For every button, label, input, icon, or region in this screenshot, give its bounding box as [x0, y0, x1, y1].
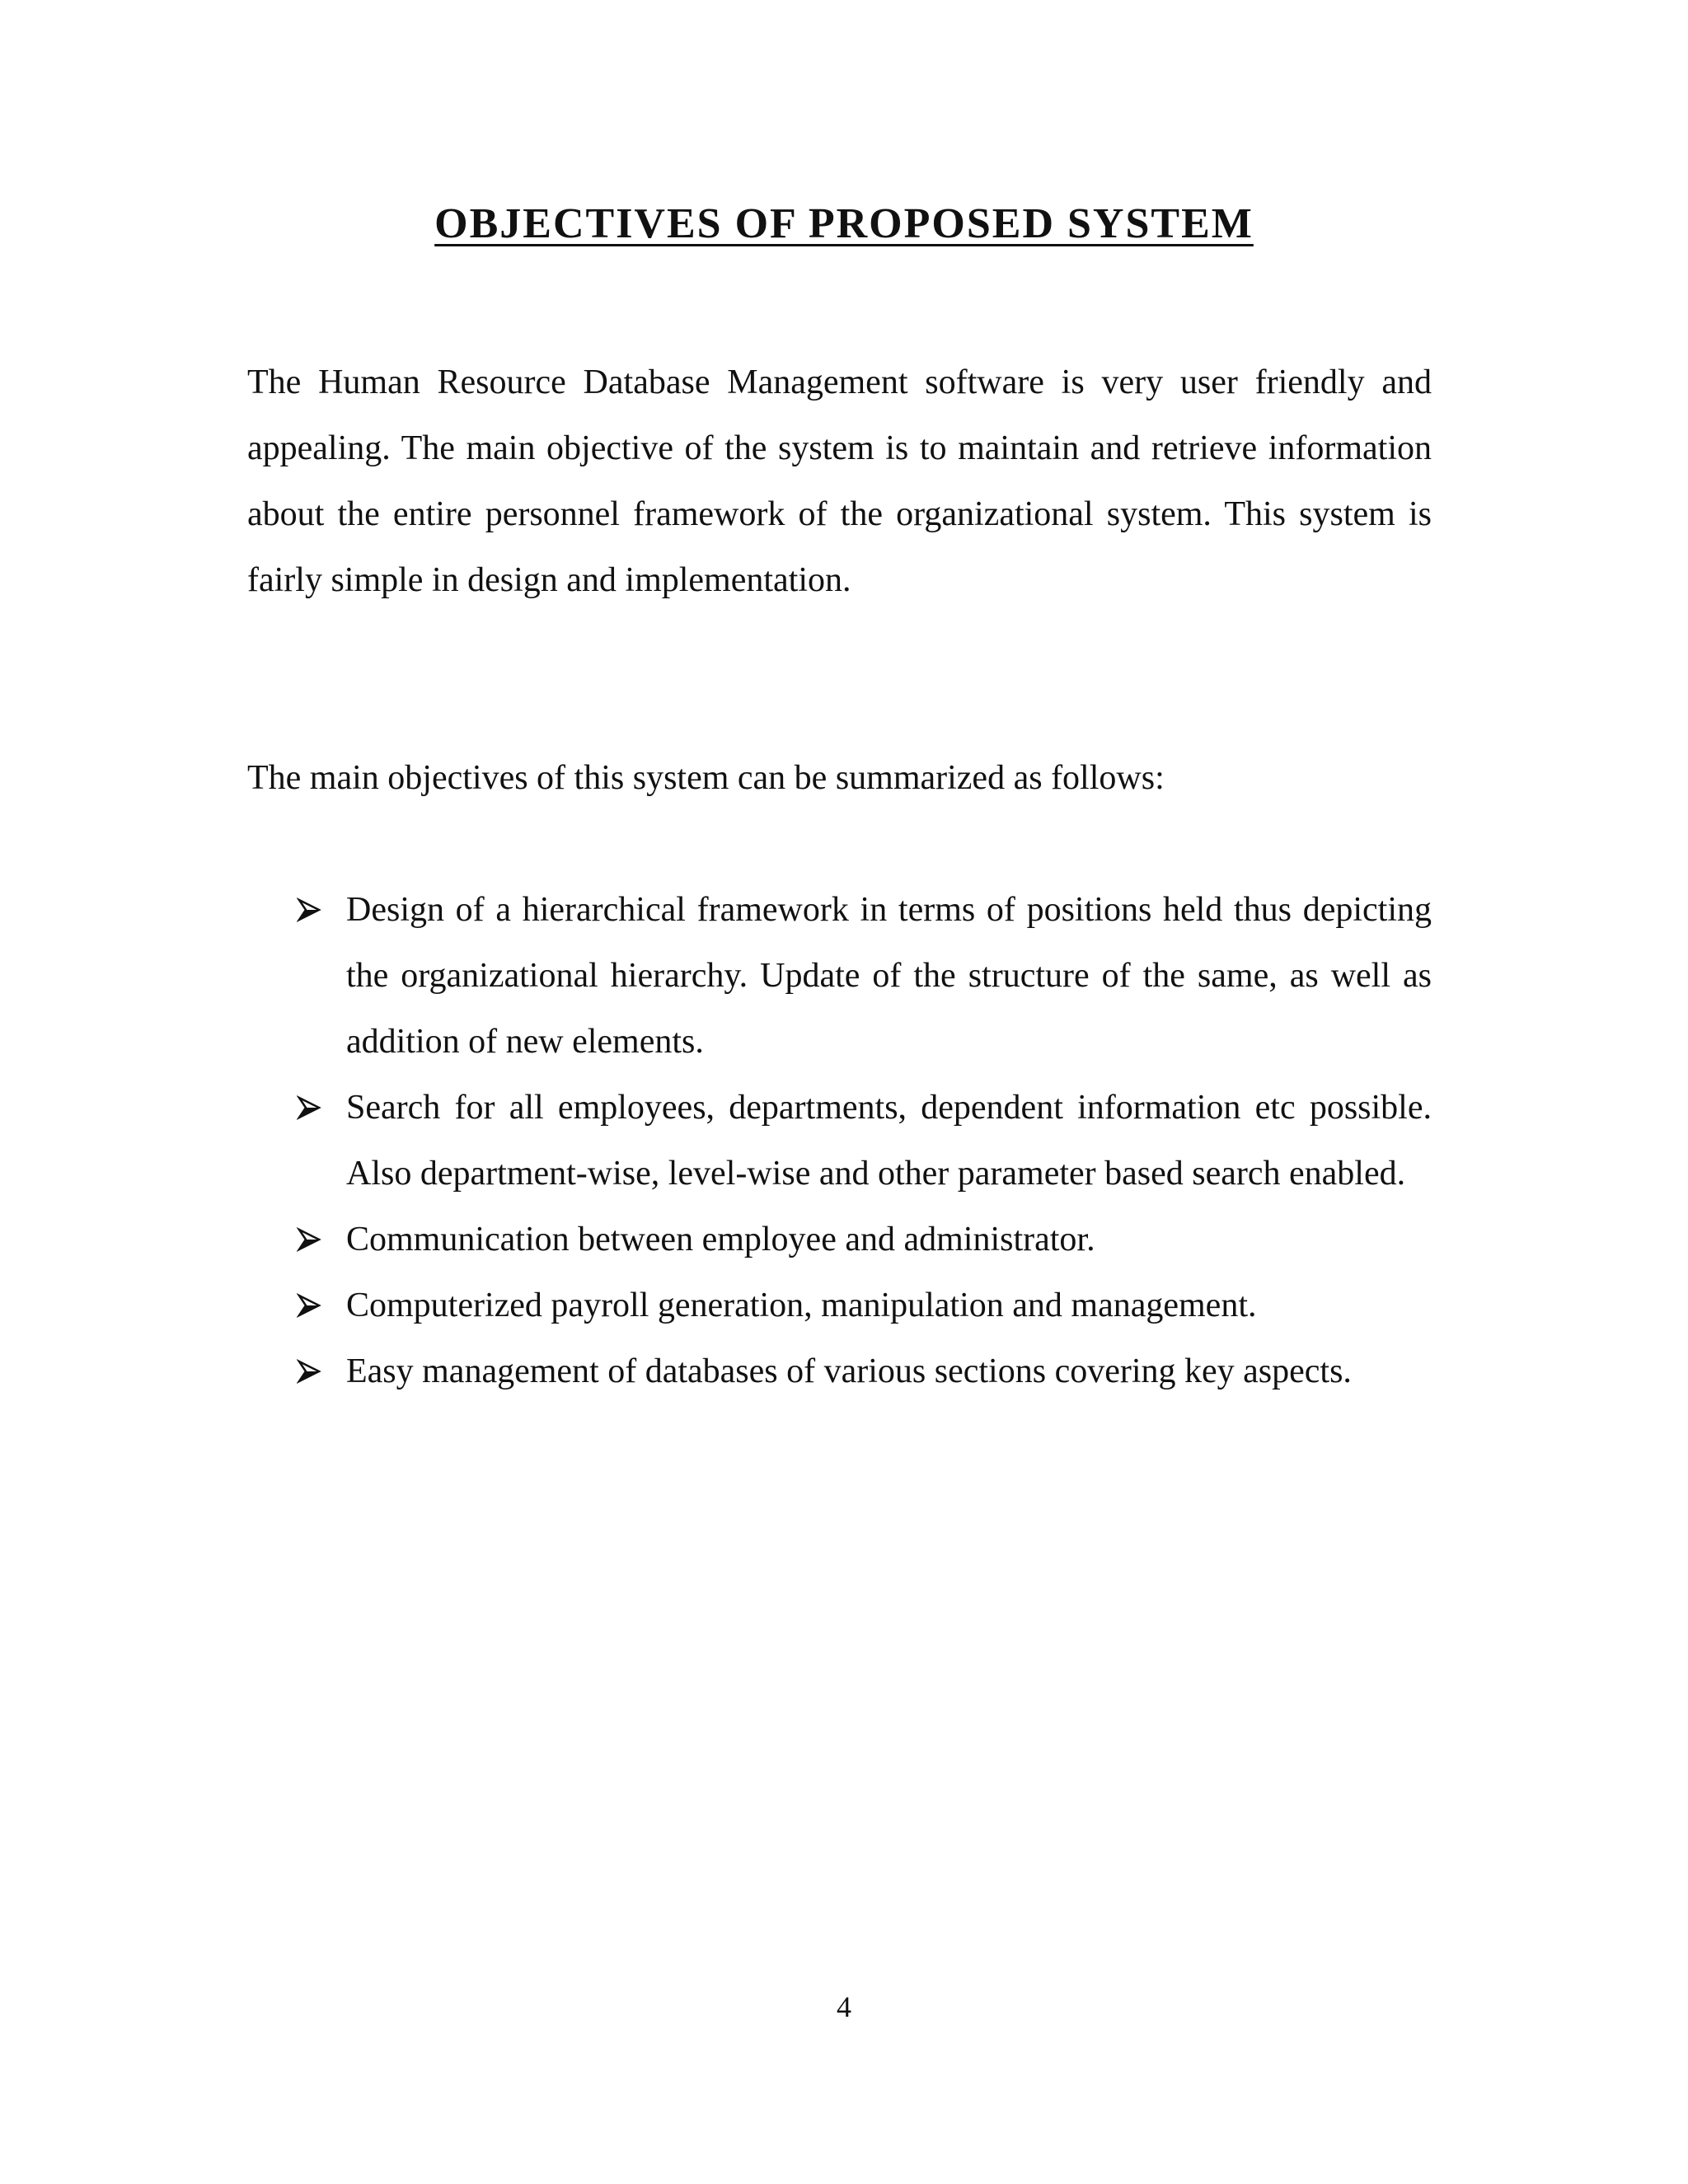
- page-number: 4: [837, 1990, 851, 2023]
- summary-intro-paragraph: The main objectives of this system can be summarized as follows:: [247, 759, 1165, 797]
- list-item: [247, 1338, 1432, 1404]
- list-item-text: Search for all employees, departments, dependent information etc possible. Also department-wise, level-wise and other parameter based search enabled.: [346, 1089, 1432, 1193]
- intro-paragraph: The Human Resource Database Management software is very user friendly and appealing. The main objective of the system is to maintain and retrieve information about the entire personnel framework of the organizational system. This system is fairly simple in design and implementation.: [247, 363, 1432, 599]
- list-item: [247, 1075, 1432, 1207]
- arrowhead-bullet-icon: [297, 877, 330, 943]
- page-title-text: OBJECTIVES OF PROPOSED SYSTEM: [434, 200, 1254, 247]
- list-item-text: Computerized payroll generation, manipulation and management.: [346, 1286, 1257, 1324]
- list-item-text: Communication between employee and administrator.: [346, 1221, 1095, 1258]
- arrowhead-bullet-icon: [297, 1075, 330, 1141]
- list-item-text: Easy management of databases of various sections covering key aspects.: [346, 1352, 1352, 1390]
- arrowhead-bullet-icon: [297, 1272, 330, 1338]
- list-item: [247, 1207, 1432, 1272]
- list-item: [247, 877, 1432, 1075]
- page-title: [0, 194, 1688, 254]
- list-item: [247, 1272, 1432, 1338]
- objectives-list: [247, 877, 1432, 1404]
- list-item-text: Design of a hierarchical framework in terms of positions held thus depicting the organizational hierarchy. Update of the structure of the same, as well as addition of new elements.: [346, 891, 1432, 1061]
- arrowhead-bullet-icon: [297, 1207, 330, 1272]
- arrowhead-bullet-icon: [297, 1338, 330, 1404]
